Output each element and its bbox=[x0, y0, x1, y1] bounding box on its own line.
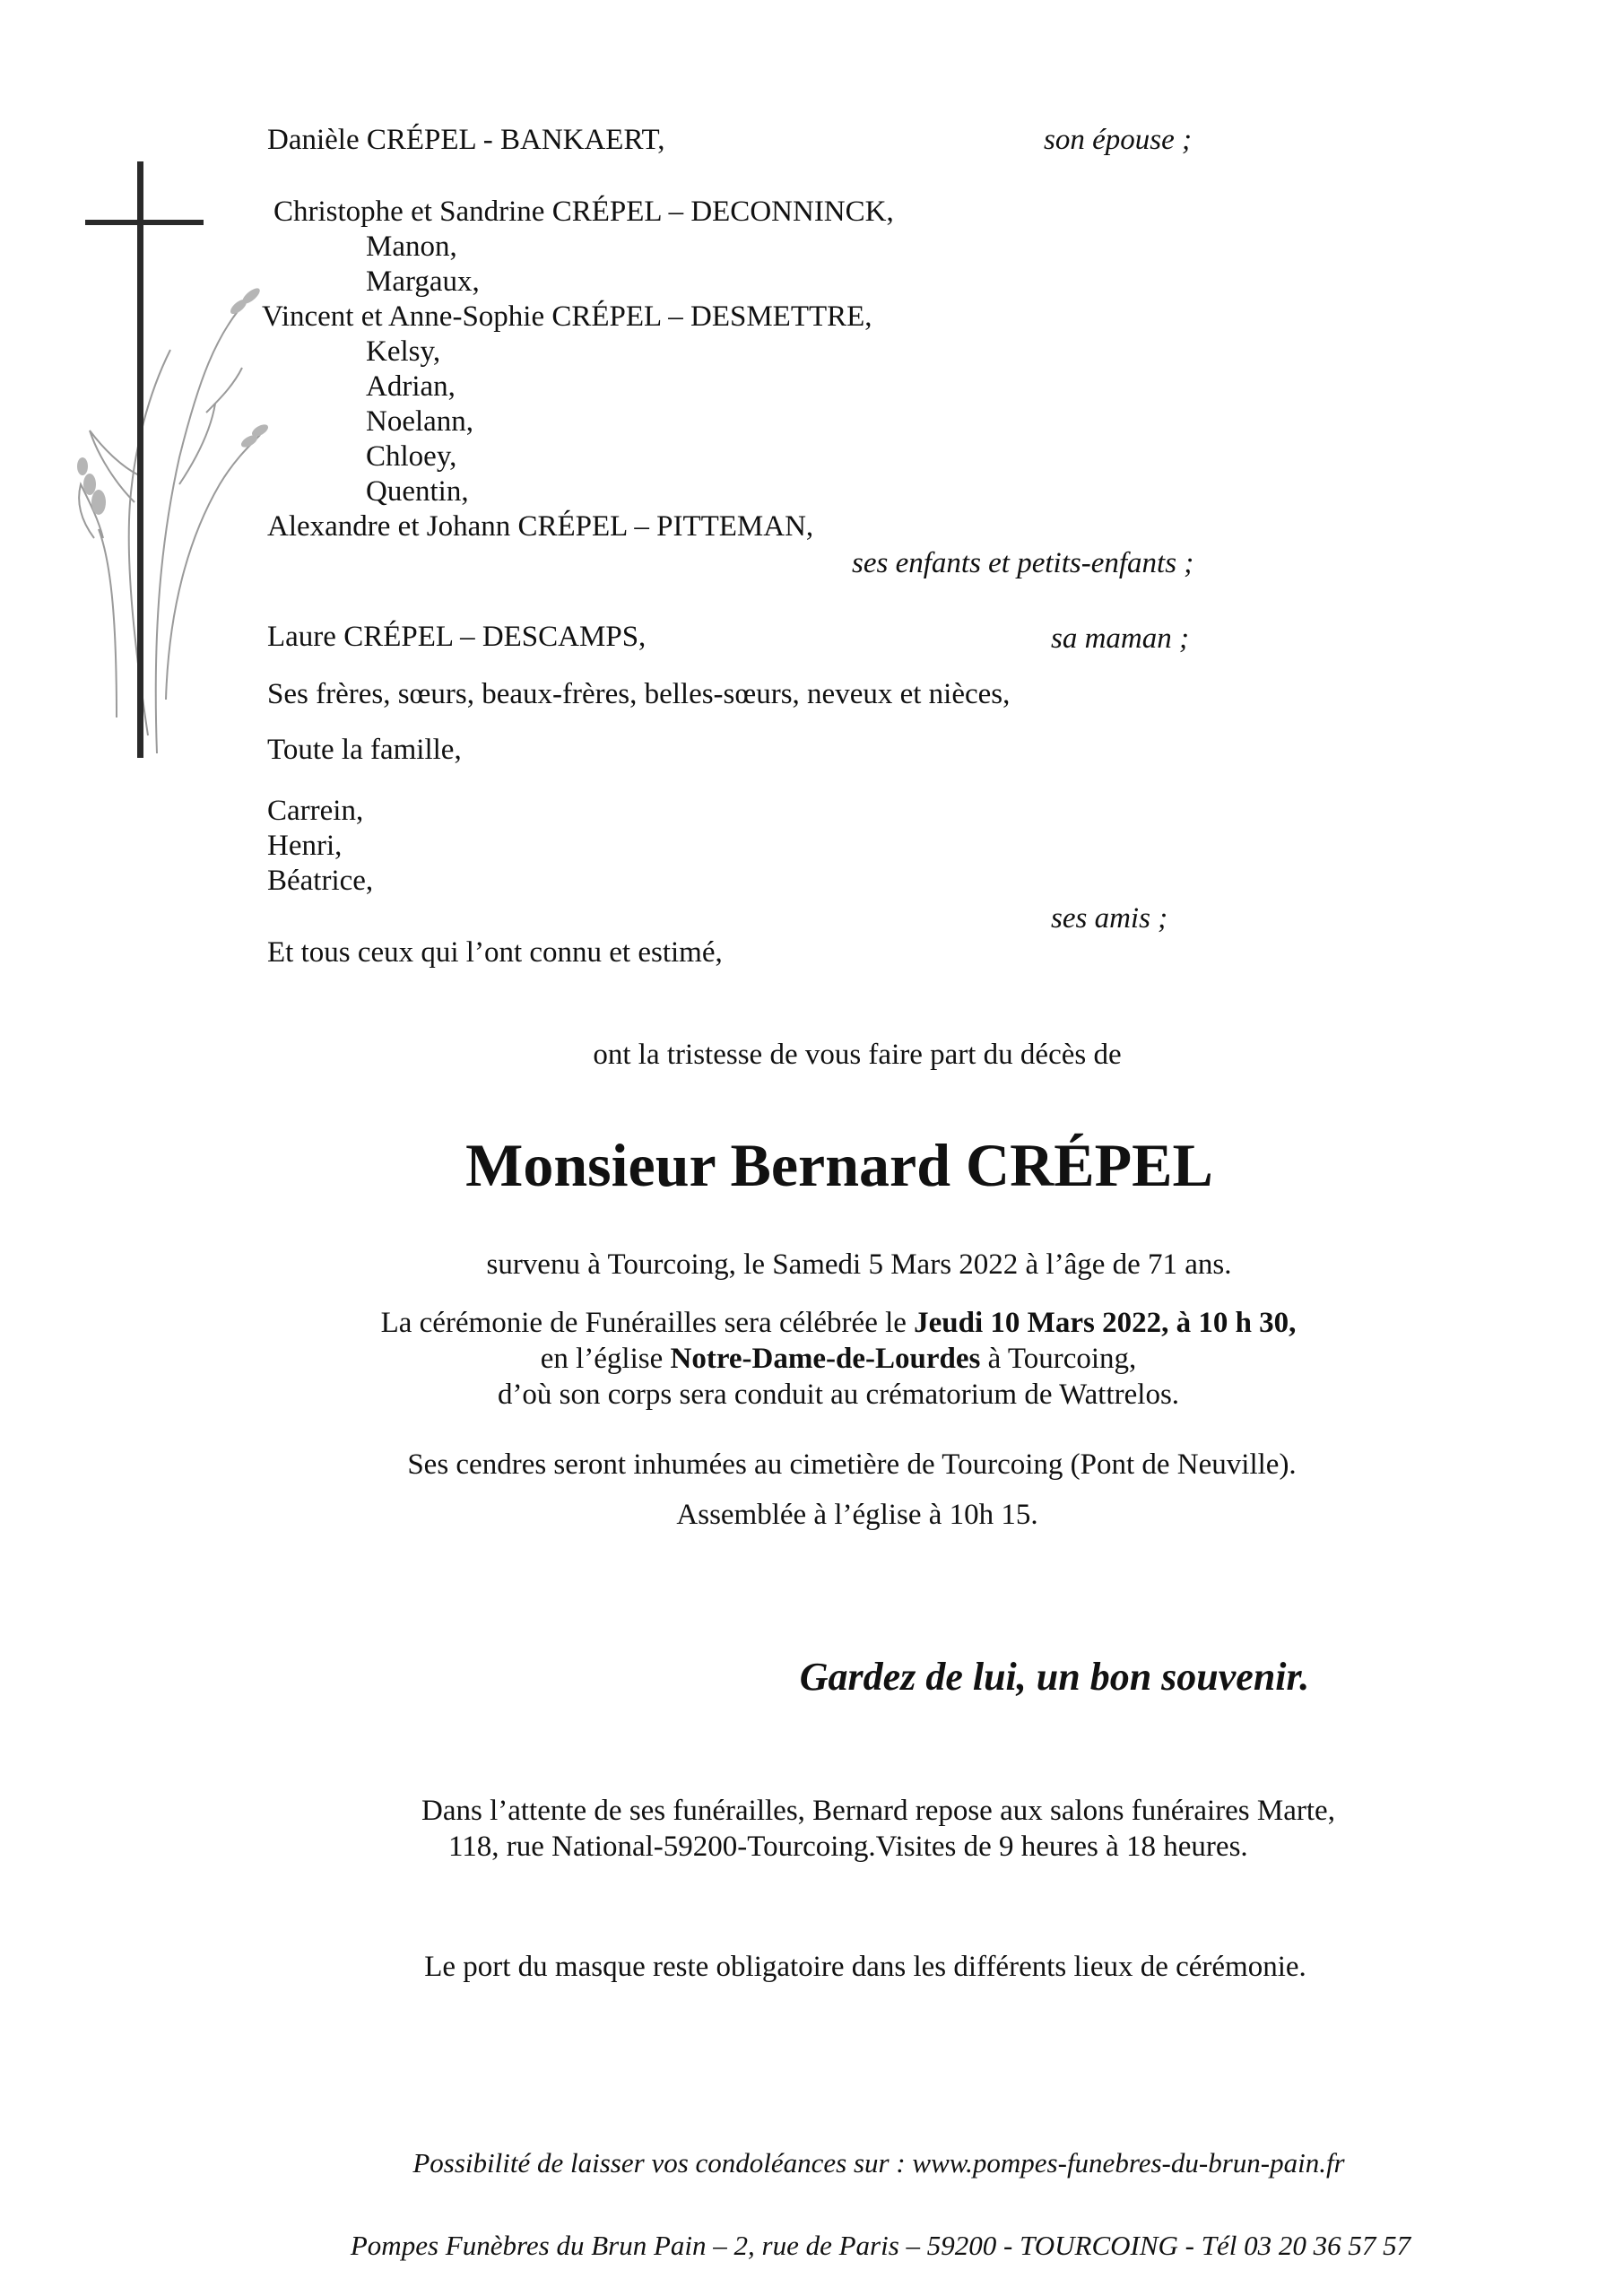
mother-relation: sa maman ; bbox=[1051, 622, 1189, 655]
children-relation: ses enfants et petits-enfants ; bbox=[852, 547, 1194, 579]
church-prefix: en l’église bbox=[540, 1343, 671, 1375]
spouse-name: Danièle CRÉPEL - BANKAERT, bbox=[267, 124, 665, 156]
grandchild-line: Chloey, bbox=[366, 440, 457, 473]
grandchild-line: Adrian, bbox=[366, 370, 456, 403]
ceremony-line bbox=[381, 1309, 1297, 1338]
ceremony-text: La cérémonie de Funérailles sera célébrée le bbox=[380, 1307, 915, 1339]
grandchild-line: Kelsy, bbox=[366, 335, 441, 368]
grandchild-line: Quentin, bbox=[366, 475, 469, 508]
cross-with-wheat-icon bbox=[63, 161, 278, 771]
crematorium-line: d’où son corps sera conduit au crématorium de Wattrelos. bbox=[497, 1378, 1180, 1411]
friends-relation: ses amis ; bbox=[1051, 902, 1168, 935]
motto: Gardez de lui, un bon souvenir. bbox=[799, 1655, 1310, 1699]
assembly-line: Assemblée à l’église à 10h 15. bbox=[676, 1499, 1038, 1531]
child-line: Alexandre et Johann CRÉPEL – PITTEMAN, bbox=[267, 510, 814, 543]
whole-family-line: Toute la famille, bbox=[267, 734, 462, 766]
deceased-name: Monsieur Bernard CRÉPEL bbox=[465, 1131, 1213, 1199]
friend-name: Henri, bbox=[267, 830, 343, 862]
announcement-intro: ont la tristesse de vous faire part du décès de bbox=[593, 1039, 1122, 1071]
child-line: Vincent et Anne-Sophie CRÉPEL – DESMETTRE, bbox=[262, 300, 872, 333]
all-who-knew-line: Et tous ceux qui l’ont connu et estimé, bbox=[267, 936, 723, 969]
church-line bbox=[541, 1344, 1137, 1374]
ceremony-date: Jeudi 10 Mars 2022, à 10 h 30, bbox=[914, 1307, 1297, 1339]
grandchild-line: Noelann, bbox=[366, 405, 474, 438]
friend-name: Béatrice, bbox=[267, 865, 374, 897]
visitation-line-1: Dans l’attente de ses funérailles, Bernard repose aux salons funéraires Marte, bbox=[421, 1795, 1335, 1827]
spouse-relation: son épouse ; bbox=[1044, 124, 1192, 156]
mother-name: Laure CRÉPEL – DESCAMPS, bbox=[267, 621, 647, 653]
siblings-line: Ses frères, sœurs, beaux-frères, belles-sœurs, neveux et nièces, bbox=[267, 678, 1011, 710]
ashes-line: Ses cendres seront inhumées au cimetière de Tourcoing (Pont de Neuville). bbox=[407, 1448, 1297, 1481]
mask-notice: Le port du masque reste obligatoire dans les différents lieux de cérémonie. bbox=[424, 1951, 1306, 1983]
grandchild-line: Manon, bbox=[366, 230, 457, 263]
church-name: Notre-Dame-de-Lourdes bbox=[670, 1343, 981, 1375]
grandchild-line: Margaux, bbox=[366, 265, 480, 298]
company-line: Pompes Funèbres du Brun Pain – 2, rue de Paris – 59200 - TOURCOING - Tél 03 20 36 57 57 bbox=[350, 2230, 1411, 2261]
church-suffix: à Tourcoing, bbox=[980, 1343, 1137, 1375]
visitation-line-2: 118, rue National-59200-Tourcoing.Visites de 9 heures à 18 heures. bbox=[448, 1831, 1248, 1863]
condolences-line: Possibilité de laisser vos condoléances sur : www.pompes-funebres-du-brun-pain.fr bbox=[412, 2147, 1345, 2179]
friend-name: Carrein, bbox=[267, 795, 364, 827]
death-details: survenu à Tourcoing, le Samedi 5 Mars 2022 à l’âge de 71 ans. bbox=[486, 1248, 1232, 1281]
child-line: Christophe et Sandrine CRÉPEL – DECONNINCK, bbox=[273, 196, 894, 228]
